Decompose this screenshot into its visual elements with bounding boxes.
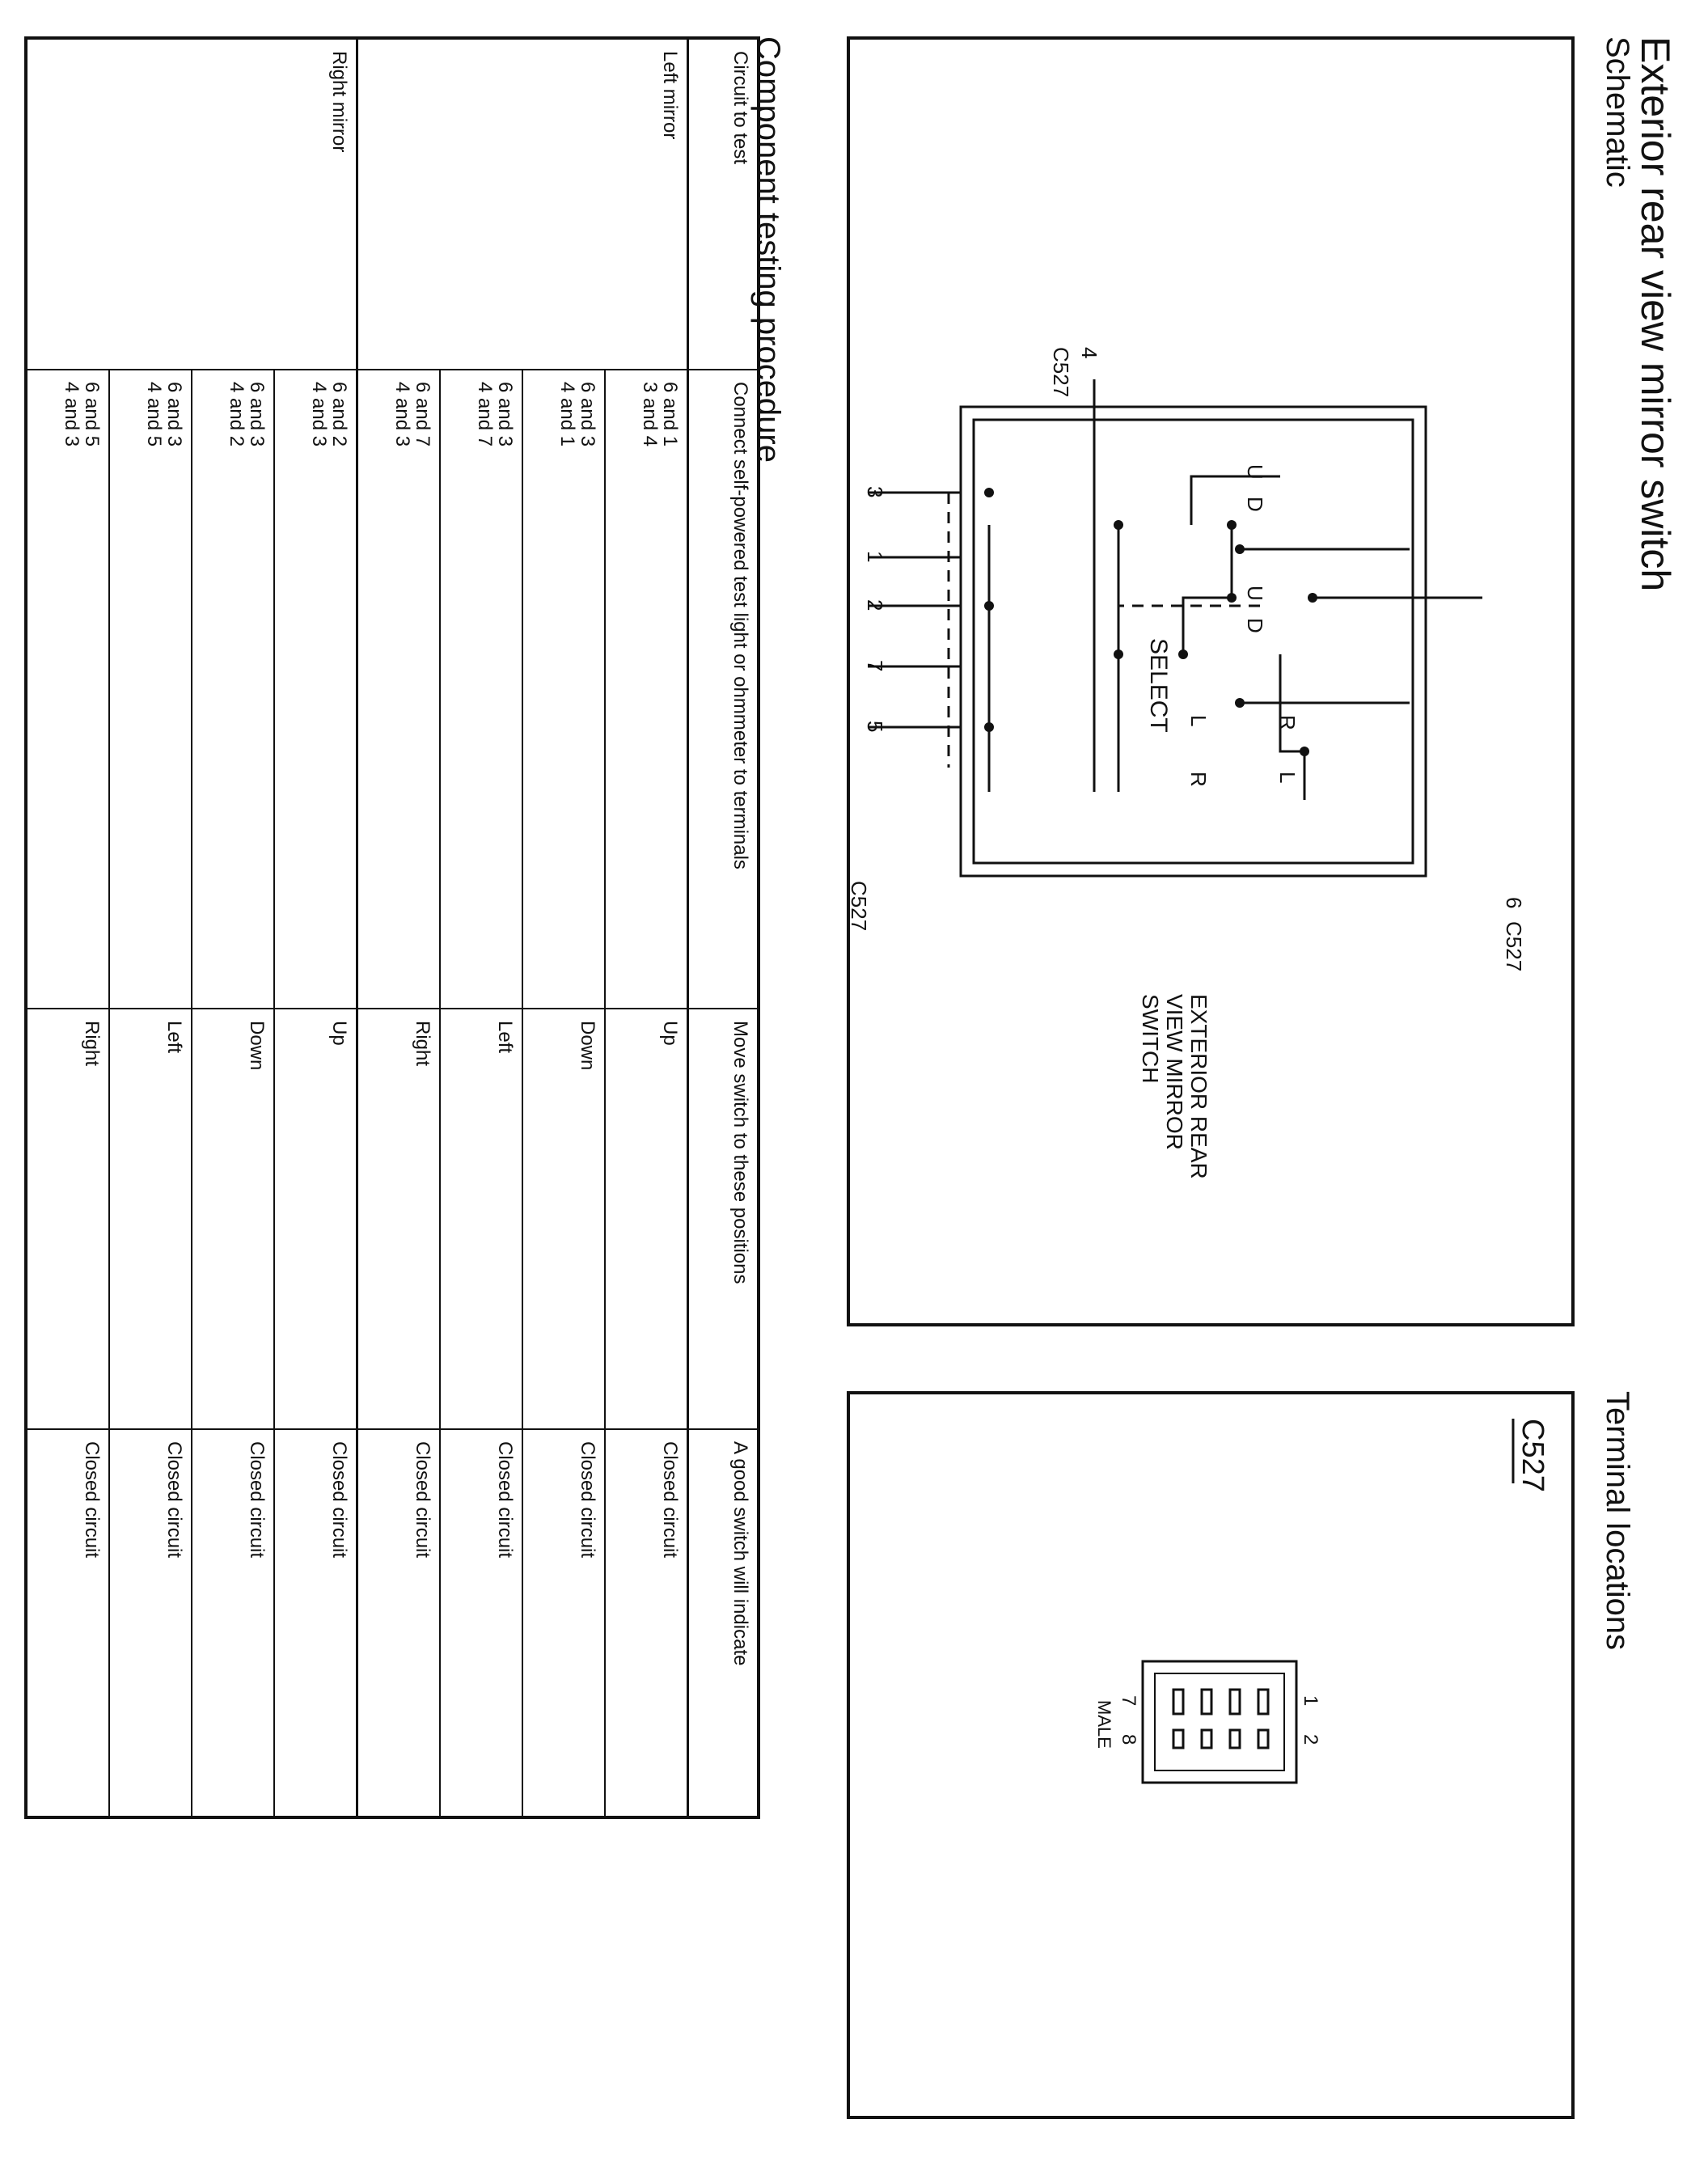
position-cell: Right [26,1009,109,1429]
pin-4-label: 4 [1077,347,1101,359]
terminal-pair: 3 and 4 [638,382,661,447]
result-cell: Closed circuit [109,1429,192,1817]
contact-label-right-2: R [1275,715,1300,730]
node-dot [1178,649,1188,659]
schematic-panel [847,36,1575,1326]
terminal-pair: 6 and 3 [163,382,186,447]
node-dot [1308,593,1317,603]
terminal-pair: 6 and 7 [412,382,434,447]
terminals-cell [440,370,522,1009]
result-cell: Closed circuit [357,1429,441,1817]
page-title: Exterior rear view mirror switch [1633,36,1678,592]
terminal-locations-heading: Terminal locations [1600,1391,1635,1651]
result-cell: Closed circuit [274,1429,357,1817]
terminal-pair: 4 and 3 [391,382,414,447]
terminal-pair: 4 and 7 [473,382,496,447]
contact-label-down-2: D [1243,618,1267,633]
contact-label-up-2: U [1243,586,1267,601]
terminal-pair: 6 and 2 [328,382,351,447]
terminal-cavity [1173,1690,1183,1714]
terminals-cell [522,370,605,1009]
node-dot [984,601,994,611]
terminal-pair: 6 and 1 [659,382,681,447]
position-cell: Down [522,1009,605,1429]
connector-label-left: C527 [1049,347,1073,398]
terminals-cell [357,370,441,1009]
node-dot [1227,593,1237,603]
contact-label-down-1: D [1243,497,1267,512]
position-cell: Up [605,1009,688,1429]
component-label-line1: EXTERIOR REAR [1186,994,1211,1179]
terminal-cavity [1202,1690,1211,1714]
node-dot [1227,520,1237,530]
position-cell: Right [357,1009,441,1429]
terminals-cell [109,370,192,1009]
node-dot [1114,649,1123,659]
table-row [274,38,357,1817]
terminal-pair: 4 and 3 [307,382,330,447]
terminal-cavity [1173,1730,1183,1748]
terminals-cell [274,370,357,1009]
terminals-cell [605,370,688,1009]
result-cell: Closed circuit [440,1429,522,1817]
procedure-heading: Component testing procedure [750,36,786,463]
result-cell: Closed circuit [522,1429,605,1817]
column-header-terminals: Connect self-powered test light or ohmmeter to terminals [688,370,759,1009]
terminal-pair: 4 and 5 [143,382,166,447]
position-cell: Up [274,1009,357,1429]
contact-label-right-1: R [1186,772,1211,787]
terminal-cavity [1258,1730,1268,1748]
pin-label-5: 5 [863,721,887,733]
table-header-row [688,38,759,1817]
terminal-pin-label-2: 2 [1300,1734,1321,1745]
result-cell: Closed circuit [605,1429,688,1817]
node-dot [1235,544,1245,554]
contact-label-left-1: L [1275,772,1300,784]
result-cell: Closed circuit [26,1429,109,1817]
result-cell: Closed circuit [192,1429,274,1817]
node-dot [1114,520,1123,530]
select-label: SELECT [1145,638,1172,733]
node-dot [1300,747,1309,756]
contact-label-up-1: U [1243,464,1267,480]
connector-inner [1155,1673,1284,1770]
connector-label-bottom: C527 [847,881,871,932]
circuit-cell: Left mirror [357,38,688,370]
position-cell: Down [192,1009,274,1429]
circuit-cell: Right mirror [26,38,357,370]
terminal-pair: 6 and 3 [494,382,517,447]
terminal-pair: 4 and 3 [61,382,83,447]
terminal-cavity [1202,1730,1211,1748]
schematic-diagram [847,40,1571,1323]
terminal-pair: 6 and 3 [246,382,268,447]
terminal-pair: 6 and 3 [576,382,598,447]
node-dot [984,488,994,497]
position-cell: Left [440,1009,522,1429]
terminal-locations-panel [847,1391,1575,2119]
pin-label-7: 7 [863,660,887,672]
node-dot [1235,698,1245,708]
terminal-pin-label-1: 1 [1300,1695,1321,1707]
pin-label-3: 3 [863,486,887,498]
terminal-pair: 4 and 2 [225,382,247,447]
node-dot [984,722,994,732]
position-cell: Left [109,1009,192,1429]
table-row [605,38,688,1817]
pin-6-label: 6 [1502,897,1526,909]
pin-label-1: 1 [863,551,887,563]
terminal-cavity [1258,1690,1268,1714]
pin-label-2: 2 [863,599,887,611]
terminal-cavity [1230,1690,1240,1714]
column-header-circuit: Circuit to test [688,38,759,370]
connector-outline [1143,1661,1296,1783]
terminal-pair: 4 and 1 [556,382,578,447]
schematic-heading: Schematic [1600,36,1635,188]
connector-diagram [850,1394,1571,2116]
component-label-line2: VIEW MIRROR [1162,994,1187,1150]
terminal-pair: 6 and 5 [81,382,104,447]
terminal-connector-label: C527 [1516,1419,1549,1492]
connector-gender-label: MALE [1094,1700,1114,1749]
terminals-cell [192,370,274,1009]
terminals-cell [26,370,109,1009]
connector-label-top: C527 [1502,921,1526,972]
column-header-positions: Move switch to these positions [688,1009,759,1429]
contact-label-left-2: L [1186,715,1211,727]
component-label-line3: SWITCH [1138,994,1163,1084]
terminal-cavity [1230,1730,1240,1748]
terminal-pin-label-8: 8 [1118,1734,1139,1745]
procedure-table [24,36,760,1819]
terminal-pin-label-7: 7 [1118,1695,1139,1707]
switch-housing-inner [974,420,1413,863]
column-header-indication: A good switch will indicate [688,1429,759,1817]
